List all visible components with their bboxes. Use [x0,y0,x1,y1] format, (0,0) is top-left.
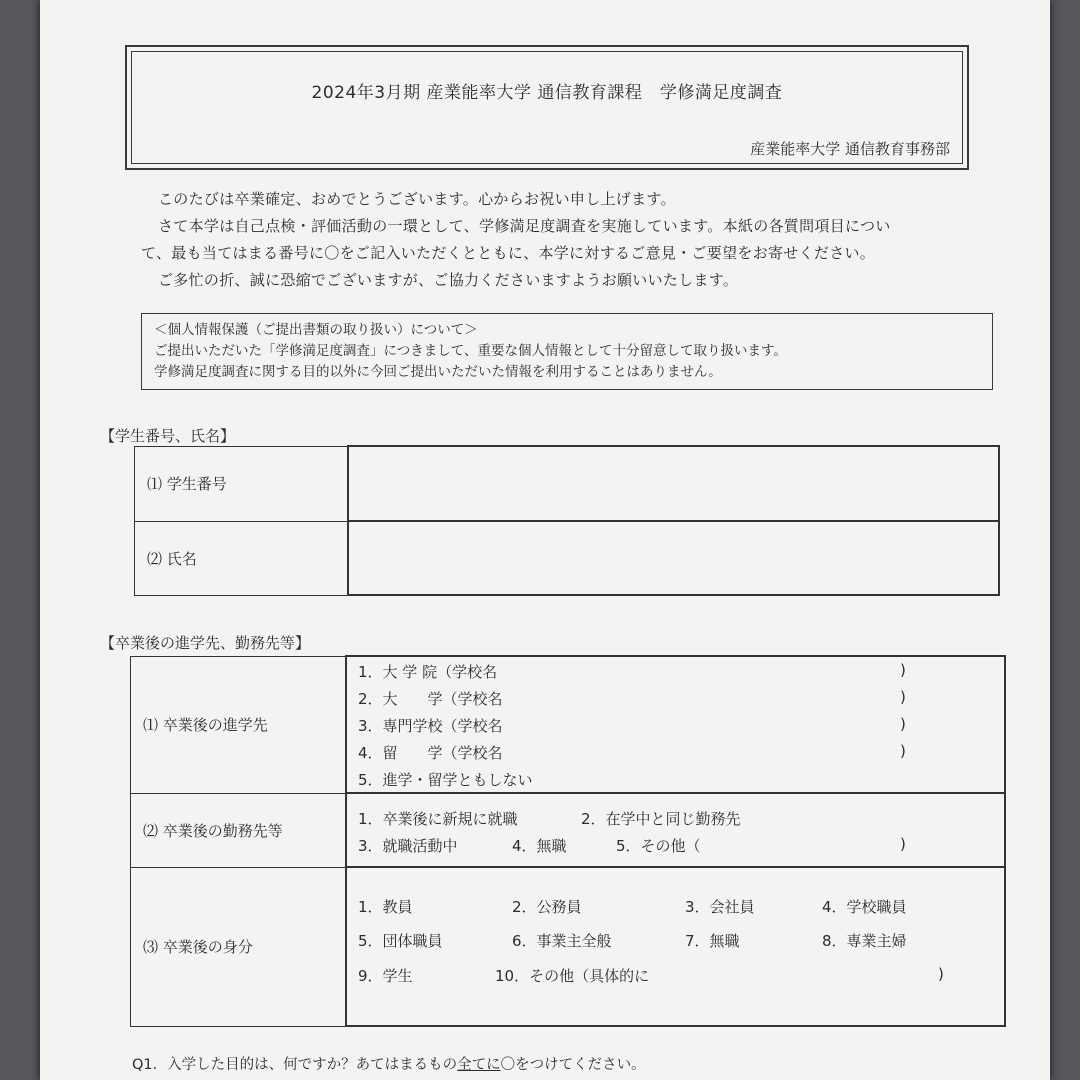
privacy-line-1: ご提出いただいた「学修満足度調査」につきまして、重要な個人情報として十分留意して取り扱います。 [154,343,787,359]
q1-option-no-further-study[interactable]: 5．進学・留学ともしない [358,771,533,789]
intro-line-1: このたびは卒業確定、おめでとうございます。心からお祝い申し上げます。 [158,190,676,208]
q2-option-unemployed[interactable]: 4．無職 [512,837,567,855]
q1-option-study-abroad[interactable]: 4．留 学（学校名 [358,744,503,762]
student-id-row [135,446,1000,521]
intro-line-4: ご多忙の折、誠に恐縮でございますが、ご協力くださいますようお願いいたします。 [158,271,739,289]
q1-option-vocational-school[interactable]: 3．専門学校（学校名 [358,717,503,735]
section-career-heading: 【卒業後の進学先、勤務先等】 [100,634,311,652]
q1-option-graduate-school[interactable]: 1．大 学 院（学校名 [358,663,498,681]
q2-option-same-workplace[interactable]: 2．在学中と同じ勤務先 [581,810,741,828]
intro-line-2: さて本学は自己点検・評価活動の一環として、学修満足度調査を実施しています。本紙の各質問項目につい [158,217,891,235]
name-label: ⑵ 氏名 [135,521,349,595]
q3-option-unemployed[interactable]: 7．無職 [685,932,740,950]
q1-option-4-close-paren: ) [900,742,906,760]
section-student-info-heading: 【学生番号、氏名】 [100,427,236,445]
q1-option-2-close-paren: ) [900,688,906,706]
q2-option-job-hunting[interactable]: 3．就職活動中 [358,837,458,855]
q2-option-other[interactable]: 5．その他（ [616,837,701,855]
q3-option-business-owner[interactable]: 6．事業主全般 [512,932,612,950]
career-q2-label: ⑵ 卒業後の勤務先等 [131,793,347,867]
privacy-line-2: 学修満足度調査に関する目的以外に今回ご提出いただいた情報を利用することはありません。 [154,364,722,380]
name-row [135,521,1000,595]
q3-option-student[interactable]: 9．学生 [358,967,413,985]
title-inner-border [131,51,963,164]
q3-other-close-paren: ) [938,965,944,983]
q3-option-other[interactable]: 10．その他（具体的に [495,967,650,985]
career-q2-row [131,793,1006,867]
student-id-label: ⑴ 学生番号 [135,446,349,521]
q3-option-company-employee[interactable]: 3．会社員 [685,898,755,916]
q1-option-university[interactable]: 2．大 学（学校名 [358,690,503,708]
career-q1-row [131,656,1006,793]
student-id-field[interactable] [348,446,999,521]
question-1-suffix: 〇をつけてください。 [500,1057,646,1073]
q3-option-organization-staff[interactable]: 5．団体職員 [358,932,443,950]
department-name: 産業能率大学 通信教育事務部 [750,140,950,158]
intro-line-3: て、最も当てはまる番号に〇をご記入いただくとともに、本学に対するご意見・ご要望をお寄せください。 [141,244,876,262]
privacy-heading: ＜個人情報保護（ご提出書類の取り扱い）について＞ [154,322,478,338]
question-1-underlined: 全てに [457,1057,501,1073]
q3-option-school-staff[interactable]: 4．学校職員 [822,898,907,916]
title-box [125,45,969,170]
career-q1-label: ⑴ 卒業後の進学先 [131,656,347,793]
name-field[interactable] [348,521,999,595]
q3-option-homemaker[interactable]: 8．専業主婦 [822,932,907,950]
survey-paper [40,0,1050,1080]
privacy-notice [141,313,993,390]
question-1 [132,1053,646,1074]
q1-option-3-close-paren: ) [900,715,906,733]
question-1-prefix: Q1．入学した目的は、何ですか？あてはまるもの [132,1057,458,1073]
student-info-table [134,445,1000,596]
survey-title: 2024年3月期 産業能率大学 通信教育課程 学修満足度調査 [311,83,783,103]
career-q3-label: ⑶ 卒業後の身分 [131,867,347,1026]
q1-option-1-close-paren: ) [900,661,906,679]
q2-option-new-job[interactable]: 1．卒業後に新規に就職 [358,810,518,828]
q2-other-close-paren: ) [900,835,906,853]
q3-option-civil-servant[interactable]: 2．公務員 [512,898,582,916]
q3-option-teacher[interactable]: 1．教員 [358,898,413,916]
